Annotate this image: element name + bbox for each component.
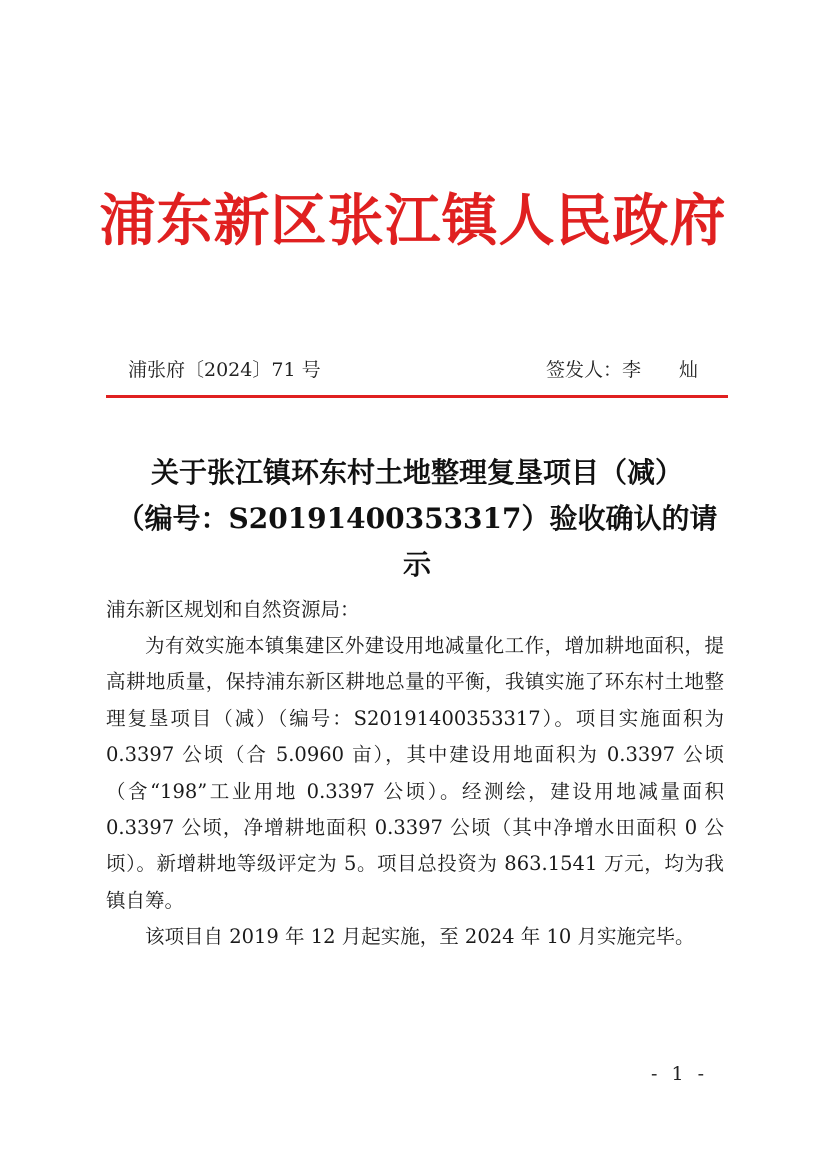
document-number: 浦张府〔2024〕71 号: [128, 359, 321, 381]
document-title-line-1: 关于张江镇环东村土地整理复垦项目（减）: [150, 456, 683, 489]
signer-name: 李 灿: [621, 359, 714, 381]
page-number: - 1 -: [650, 1063, 708, 1085]
salutation: 浦东新区规划和自然资源局：: [106, 598, 360, 621]
signer-block: [546, 357, 714, 383]
body-paragraph-1: 为有效实施本镇集建区外建设用地减量化工作，增加耕地面积，提高耕地质量，保持浦东新区耕地总量的平衡，我镇实施了环东村土地整理复垦项目（减）（编号：S20191400353317）。项目实施面积为 0.3397 公顷（合 5.0960 亩），其中建设用地面积为 0.3397 公顷（含“198”工业用地 0.3397 公顷）。经测绘，建设用地减量面积 0.3397 公顷，净增耕地面积 0.3397 公顷（其中净增水田面积 0 公顷）。新增耕地等级评定为 5。项目总投资为 863.1541 万元，均为我镇自筹。: [106, 634, 724, 912]
red-separator-line: [106, 395, 728, 398]
issuing-authority-title: 浦东新区张江镇人民政府: [99, 188, 727, 254]
signer-label: 签发人：: [545, 359, 622, 381]
document-title-line-2: （编号：S20191400353317）验收确认的请示: [116, 502, 718, 581]
document-title: [106, 450, 728, 588]
body-text: [106, 628, 724, 956]
body-paragraph-2: 该项目自 2019 年 12 月起实施，至 2024 年 10 月实施完毕。: [145, 925, 695, 949]
